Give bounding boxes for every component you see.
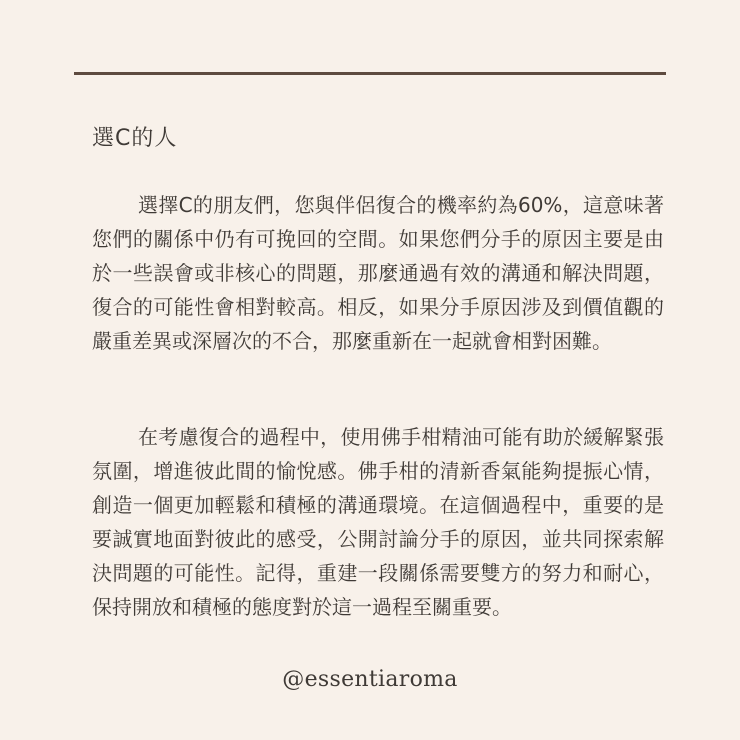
paragraph-probability: 選擇C的朋友們，您與伴侶復合的機率約為60%，這意味著您們的關係中仍有可挽回的空間。如果您們分手的原因主要是由於一些誤會或非核心的問題，那麼通過有效的溝通和解決問題，復合的可能性會相對較高。相反，如果分手原因涉及到價值觀的嚴重差異或深層次的不合，那麼重新在一起就會相對困難。	[92, 193, 664, 353]
paragraph-bergamot-advice: 在考慮復合的過程中，使用佛手柑精油可能有助於緩解緊張氛圍，增進彼此間的愉悅感。佛手柑的清新香氣能夠提振心情，創造一個更加輕鬆和積極的溝通環境。在這個過程中，重要的是要誠實地面對彼此的感受，公開討論分手的原因，並共同探索解決問題的可能性。記得，重建一段關係需要雙方的努力和耐心，保持開放和積極的態度對於這一過程至關重要。	[92, 425, 664, 619]
section-heading: 選C的人	[92, 126, 178, 151]
top-divider	[74, 72, 666, 75]
footer-handle: @essentiaroma	[282, 667, 458, 692]
